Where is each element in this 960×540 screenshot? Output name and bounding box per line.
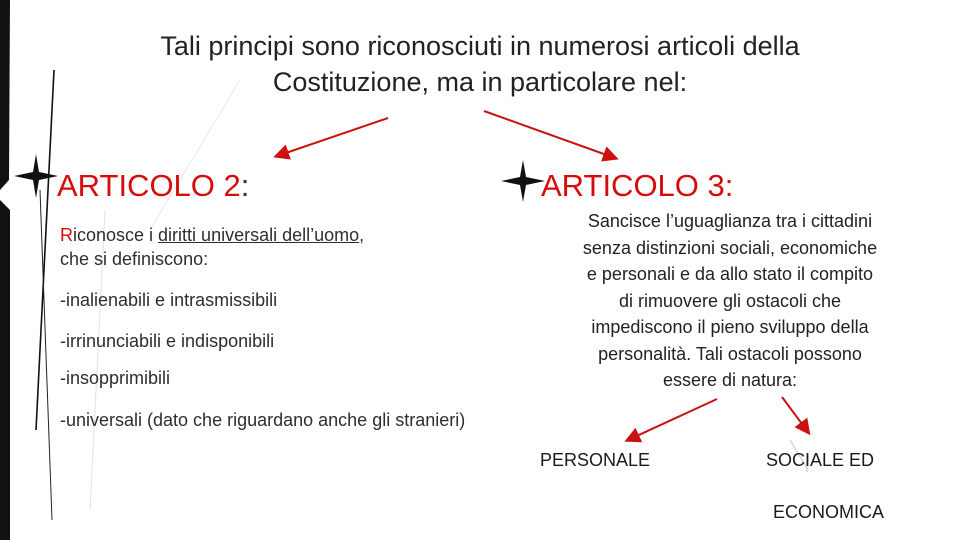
paragraph-line: impediscono il pieno sviluppo della xyxy=(591,317,869,337)
paragraph-line: essere di natura: xyxy=(662,370,798,390)
intro-line-1 xyxy=(60,223,500,247)
intro-text-end: , xyxy=(359,225,365,245)
arrow-to-articolo-2 xyxy=(277,118,388,156)
slide-title xyxy=(80,28,880,100)
list-item: -inalienabili e intrasmissibili xyxy=(60,290,278,310)
sparkle-right-icon xyxy=(501,160,545,202)
arrow-to-personale xyxy=(628,399,717,440)
intro-initial: R xyxy=(60,225,73,245)
intro-text-start: iconosce i xyxy=(73,225,159,245)
intro-line-2: che si definiscono: xyxy=(60,249,209,269)
articolo-3-heading: ARTICOLO 3: xyxy=(541,168,734,203)
list-item: -insopprimibili xyxy=(60,368,171,388)
articolo-2-label: ARTICOLO 2 xyxy=(57,168,241,203)
paragraph-line: e personali e da allo stato il compito xyxy=(586,264,874,284)
articolo-2-intro xyxy=(60,223,500,271)
sparkle-left-icon xyxy=(14,154,58,198)
category-sociale: SOCIALE ED xyxy=(766,450,875,470)
paragraph-line: personalità. Tali ostacoli possono xyxy=(598,343,862,364)
category-personale: PERSONALE xyxy=(540,450,651,470)
list-item: -universali (dato che riguardano anche gli stranieri) xyxy=(60,410,466,430)
paragraph-line: senza distinzioni sociali, economiche xyxy=(582,237,878,258)
paragraph-line: di rimuovere gli ostacoli che xyxy=(618,290,842,311)
title-line-1: Tali principi sono riconosciuti in numerosi articoli della xyxy=(160,31,800,61)
articolo-3-paragraph xyxy=(530,208,930,394)
articolo-2-heading xyxy=(57,168,249,204)
intro-underlined-text: diritti universali dell’uomo xyxy=(158,225,360,245)
articolo-2-colon: : xyxy=(240,168,250,203)
category-economica: ECONOMICA xyxy=(773,502,885,522)
arrow-to-sociale xyxy=(782,397,808,432)
arrow-to-articolo-3 xyxy=(484,111,615,158)
title-line-2: Costituzione, ma in particolare nel: xyxy=(272,67,688,97)
list-item: -irrinunciabili e indisponibili xyxy=(60,331,275,351)
paragraph-line: Sancisce l’uguaglianza tra i cittadini xyxy=(587,211,873,231)
